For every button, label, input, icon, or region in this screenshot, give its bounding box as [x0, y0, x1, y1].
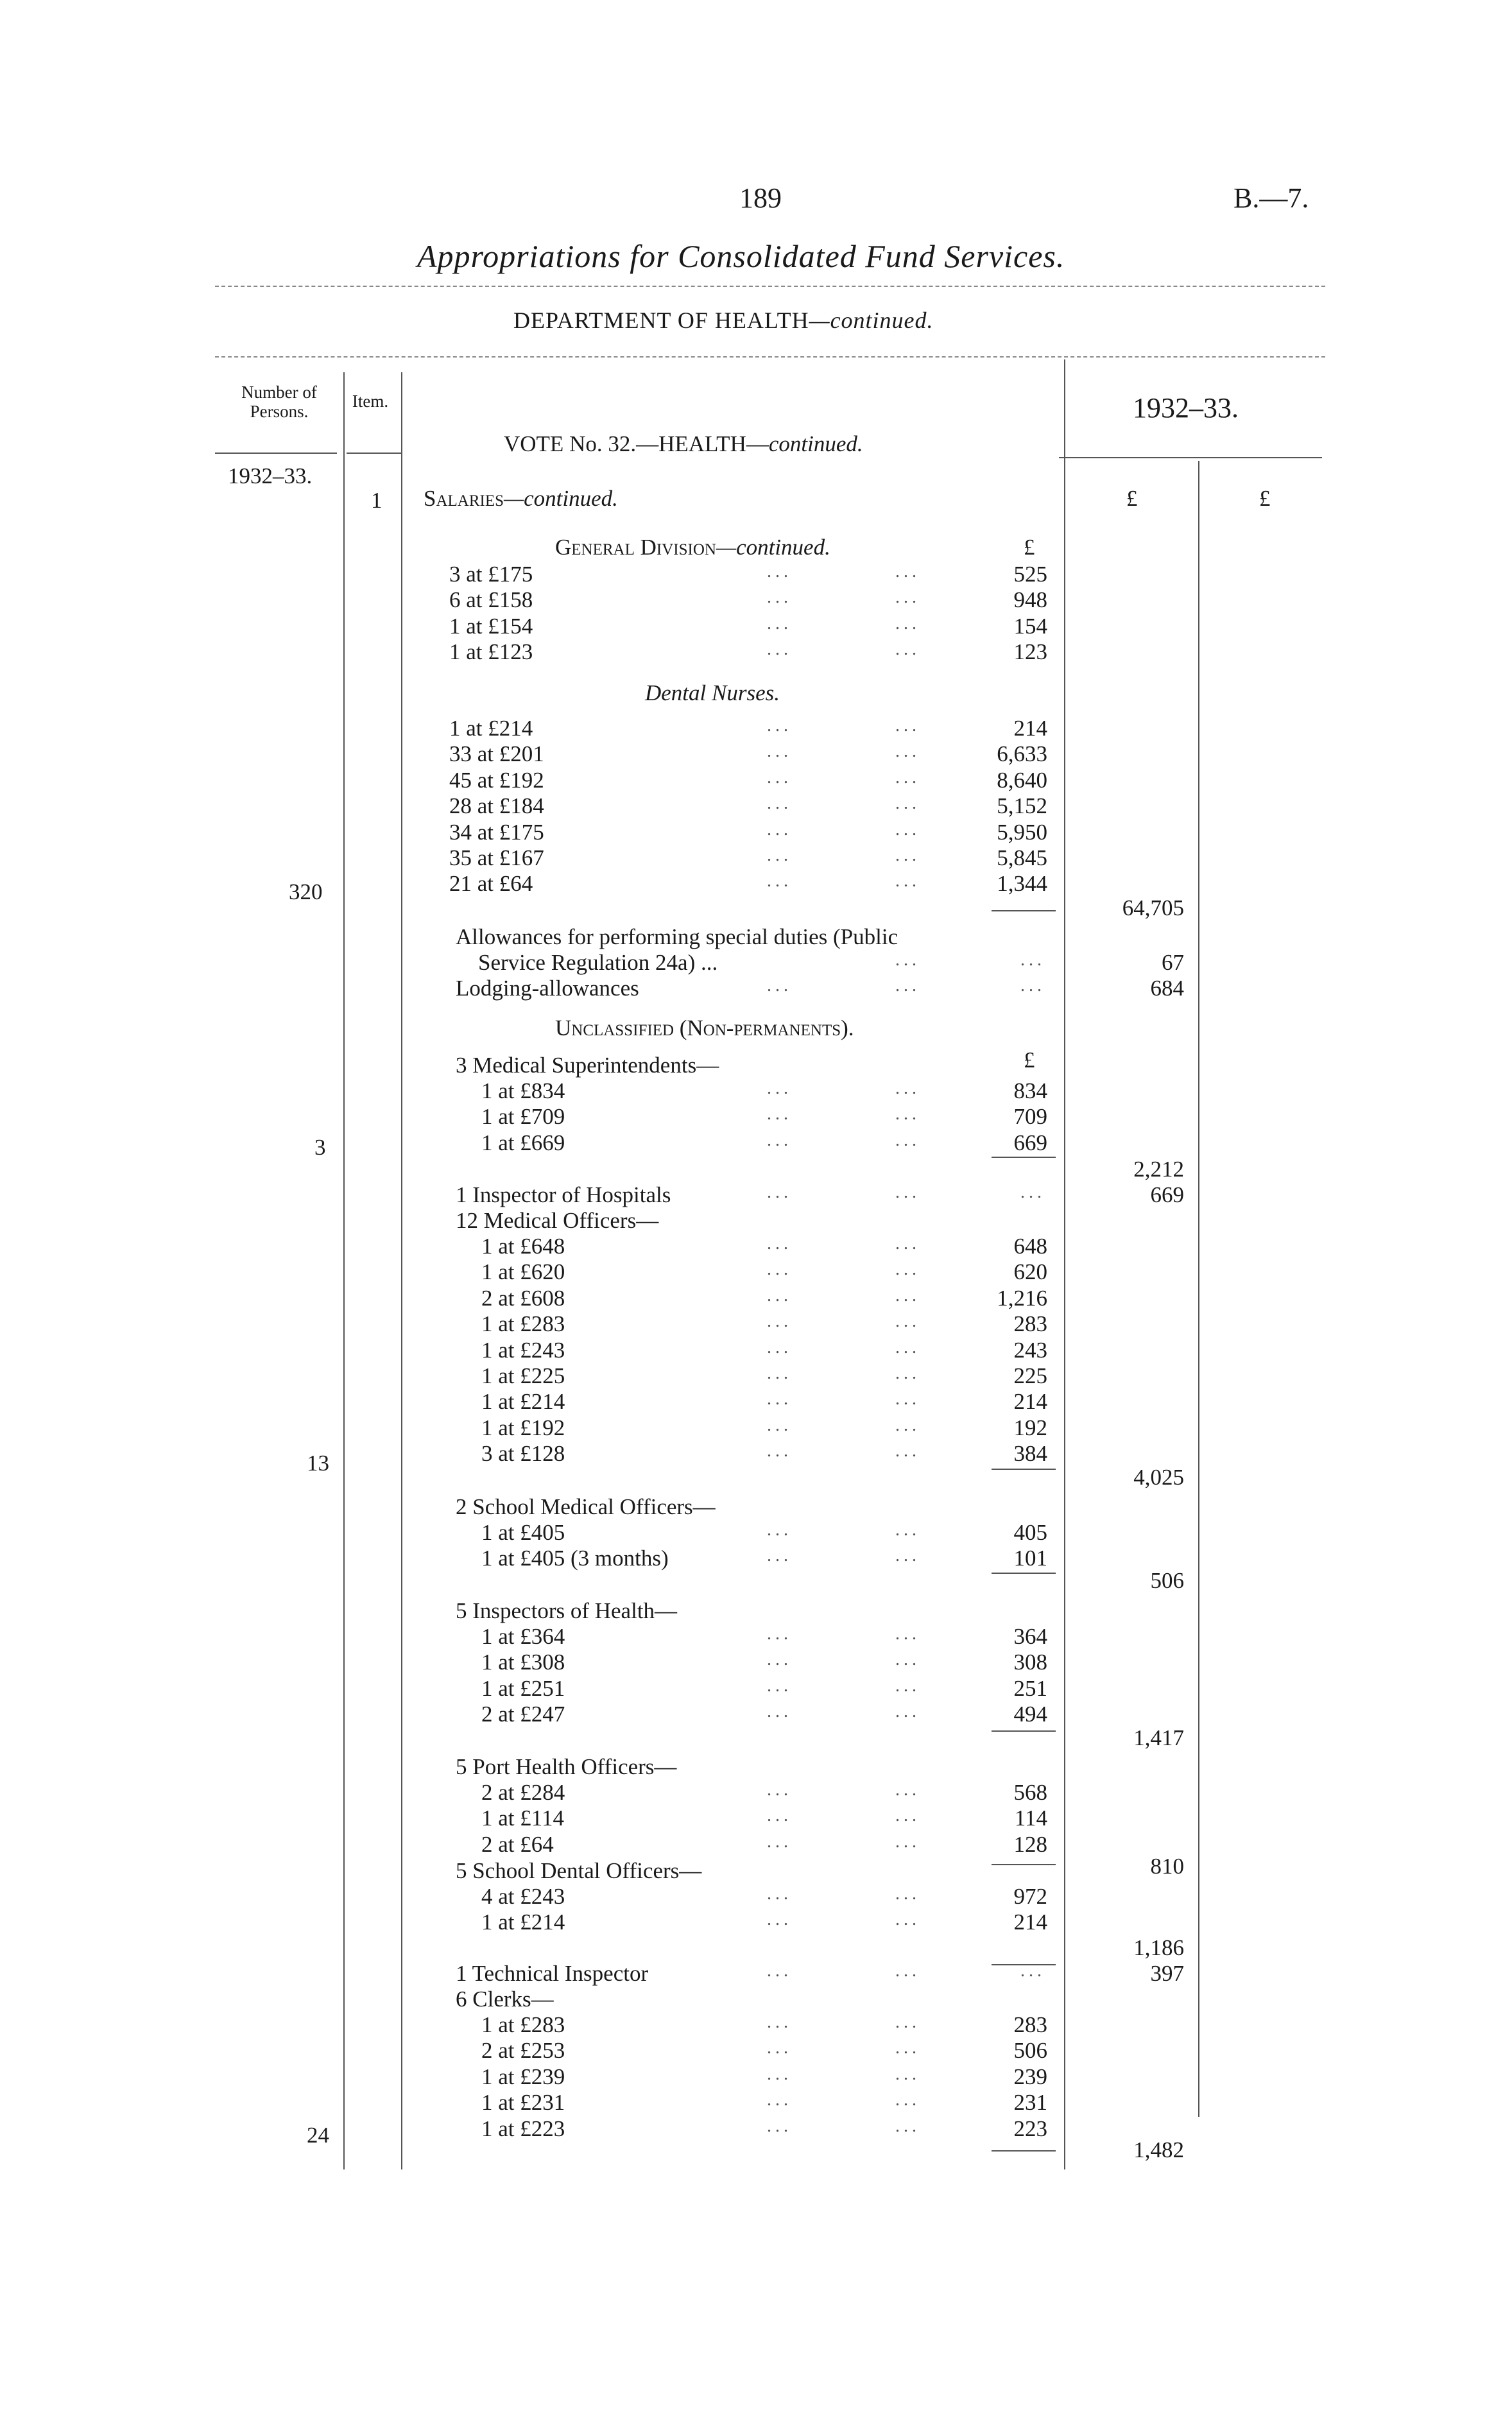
general-division-label: General Division: [555, 535, 716, 560]
page-title: Appropriations for Consolidated Fund Services.: [417, 238, 1065, 274]
department-heading-text: DEPARTMENT OF HEALTH: [513, 307, 809, 333]
dental-nurse-row-dots-b: ...: [895, 716, 920, 736]
allowances-line-2: Service Regulation 24a) ...: [478, 950, 718, 975]
total-medical-officers: 4,025: [1133, 1465, 1184, 1490]
medical-superintendent-row-dots-b: ...: [895, 1104, 920, 1125]
dental-nurse-row-dots-b: ...: [895, 819, 920, 840]
lodging-dots-a: ...: [767, 976, 792, 996]
clerk-row-dots-b: ...: [895, 2090, 920, 2110]
port-health-officers: 5 Port Health Officers—: [456, 1754, 677, 1779]
general-division-row-dots-b: ...: [895, 613, 920, 634]
medical-officer-row-dots-b: ...: [895, 1285, 920, 1306]
clerk-row-dots-b: ...: [895, 2012, 920, 2032]
clerk-row-dots-a: ...: [767, 2038, 792, 2058]
dental-nurse-row-amount: 5,845: [997, 845, 1047, 870]
allowances-dots-2: ...: [1020, 950, 1045, 970]
persons-24: 24: [307, 2123, 329, 2148]
clerk-row-label: 2 at £253: [481, 2038, 565, 2064]
general-division-row-label: 6 at £158: [449, 587, 533, 613]
medical-officer-row-dots-b: ...: [895, 1389, 920, 1410]
general-division-row-dots-a: ...: [767, 613, 792, 634]
inspector-of-health-row-label: 1 at £251: [481, 1675, 565, 1701]
tech-dots-b: ...: [895, 1961, 920, 1981]
general-division-row-label: 1 at £123: [449, 639, 533, 665]
clerk-row-dots-b: ...: [895, 2116, 920, 2136]
total-school-medical-officers: 506: [1150, 1568, 1184, 1593]
column-year-right: 1932–33.: [1133, 392, 1239, 424]
medical-officer-row-dots-a: ...: [767, 1285, 792, 1306]
total-school-dental-officers: 1,186: [1133, 1935, 1184, 1960]
dental-nurse-row-dots-b: ...: [895, 767, 920, 788]
vote-heading-text: VOTE No. 32.—HEALTH—: [504, 431, 769, 456]
general-division-suffix: —continued.: [716, 535, 830, 560]
department-heading-suffix: —continued.: [809, 307, 934, 333]
port-health-officer-row-dots-a: ...: [767, 1806, 792, 1826]
school-medical-officers: 2 School Medical Officers—: [456, 1494, 716, 1519]
dental-nurse-row-dots-a: ...: [767, 716, 792, 736]
medical-officer-row-dots-a: ...: [767, 1311, 792, 1332]
dental-nurse-row-dots-b: ...: [895, 871, 920, 892]
medical-superintendent-row-amount: 709: [1013, 1104, 1047, 1130]
school-dental-officer-row-label: 4 at £243: [481, 1884, 565, 1909]
school-dental-officer-row-amount: 214: [1013, 1910, 1047, 1935]
item-number: 1: [371, 488, 382, 513]
dental-nurse-row-dots-a: ...: [767, 793, 792, 814]
medical-superintendent-row-dots-b: ...: [895, 1130, 920, 1150]
medical-superintendent-row-dots-a: ...: [767, 1078, 792, 1098]
school-dental-officer-row-dots-b: ...: [895, 1884, 920, 1904]
insp-hosp-dots-a: ...: [767, 1182, 792, 1202]
general-division-row-label: 3 at £175: [449, 562, 533, 587]
rule-total-right: [1198, 461, 1199, 2117]
medical-officer-row-amount: 283: [1013, 1311, 1047, 1337]
title-rule: [215, 286, 1325, 287]
allowances-dots: ...: [895, 950, 920, 970]
inspector-of-hospitals: 1 Inspector of Hospitals: [456, 1182, 671, 1207]
clerk-row-dots-a: ...: [767, 2064, 792, 2084]
insp-hosp-dots-c: ...: [1020, 1182, 1045, 1202]
medical-officer-row-label: 3 at £128: [481, 1441, 565, 1467]
header-rule-persons: [215, 453, 337, 454]
medical-superintendent-row-label: 1 at £669: [481, 1130, 565, 1155]
general-division-row-dots-a: ...: [767, 639, 792, 660]
dental-nurse-row-label: 45 at £192: [449, 767, 544, 793]
medical-officer-row-dots-b: ...: [895, 1337, 920, 1358]
medical-officer-row-dots-b: ...: [895, 1441, 920, 1462]
medical-officer-row-dots-a: ...: [767, 1234, 792, 1254]
dental-nurse-row-amount: 5,950: [997, 819, 1047, 845]
dental-nurse-row-dots-b: ...: [895, 793, 920, 814]
dental-nurse-row-amount: 8,640: [997, 767, 1047, 793]
general-division-row-dots-a: ...: [767, 587, 792, 608]
pound-sign-amount-col: £: [1024, 535, 1035, 560]
pound-sign-amount-col-2: £: [1024, 1048, 1035, 1073]
medical-officer-row-dots-b: ...: [895, 1415, 920, 1435]
medical-officer-row-label: 1 at £243: [481, 1337, 565, 1363]
medical-superintendent-row-dots-a: ...: [767, 1130, 792, 1150]
rule-item-right: [401, 372, 402, 2169]
school-dental-officer-row-dots-a: ...: [767, 1910, 792, 1930]
general-division-row-label: 1 at £154: [449, 613, 533, 639]
salaries-heading: [424, 486, 618, 512]
school-medical-officer-row-label: 1 at £405 (3 months): [481, 1546, 669, 1571]
insp-hosp-dots-b: ...: [895, 1182, 920, 1202]
inspector-of-health-row-dots-b: ...: [895, 1624, 920, 1644]
clerk-row-dots-b: ...: [895, 2064, 920, 2084]
dental-nurse-row-dots-a: ...: [767, 871, 792, 892]
total-lodging: 684: [1150, 976, 1184, 1001]
medical-officer-row-amount: 225: [1013, 1363, 1047, 1388]
medical-officer-row-dots-b: ...: [895, 1363, 920, 1383]
port-health-officer-row-dots-b: ...: [895, 1780, 920, 1800]
vote-heading-suffix: continued.: [768, 431, 863, 456]
dental-nurse-row-label: 33 at £201: [449, 741, 544, 767]
school-medical-officer-row-label: 1 at £405: [481, 1520, 565, 1545]
medical-officer-row-dots-b: ...: [895, 1311, 920, 1332]
dental-nurse-row-amount: 214: [1013, 716, 1047, 741]
medical-officers: 12 Medical Officers—: [456, 1208, 659, 1233]
medical-officer-row-label: 1 at £283: [481, 1311, 565, 1337]
total-allowances: 67: [1162, 950, 1184, 975]
inspector-of-health-row-dots-b: ...: [895, 1675, 920, 1696]
port-health-officer-row-amount: 568: [1013, 1780, 1047, 1805]
school-medical-officer-row-dots-a: ...: [767, 1546, 792, 1566]
inspector-of-health-row-dots-a: ...: [767, 1624, 792, 1644]
clerk-row-amount: 506: [1013, 2038, 1047, 2064]
dental-nurse-row-label: 1 at £214: [449, 716, 533, 741]
medical-superintendents: 3 Medical Superintendents—: [456, 1053, 719, 1078]
medical-officer-row-label: 1 at £214: [481, 1389, 565, 1415]
school-medical-officer-row-amount: 405: [1013, 1520, 1047, 1545]
medical-officer-row-amount: 620: [1013, 1259, 1047, 1285]
header-rule-item: [347, 453, 401, 454]
document-reference: B.—7.: [1233, 182, 1309, 214]
dental-nurse-row-dots-b: ...: [895, 741, 920, 762]
inspector-of-health-row-amount: 494: [1013, 1702, 1047, 1727]
salaries-suffix: —continued.: [504, 486, 618, 511]
total-general-division: 64,705: [1122, 895, 1184, 920]
medical-superintendent-row-label: 1 at £834: [481, 1078, 565, 1103]
medical-superintendent-row-label: 1 at £709: [481, 1104, 565, 1130]
inspector-of-health-row-dots-a: ...: [767, 1675, 792, 1696]
medical-officer-row-dots-b: ...: [895, 1259, 920, 1280]
port-health-officer-row-label: 2 at £284: [481, 1780, 565, 1805]
general-division-row-dots-b: ...: [895, 562, 920, 582]
header-rule-year: [1059, 457, 1322, 458]
school-medical-officer-row-amount: 101: [1013, 1546, 1047, 1571]
salaries-label: Salaries: [424, 486, 504, 511]
clerk-row-amount: 283: [1013, 2012, 1047, 2037]
port-health-officer-row-dots-a: ...: [767, 1780, 792, 1800]
port-health-officer-row-dots-a: ...: [767, 1831, 792, 1852]
total-clerks: 1,482: [1133, 2137, 1184, 2162]
clerks: 6 Clerks—: [456, 1987, 554, 2012]
port-health-officer-row-amount: 128: [1013, 1831, 1047, 1857]
port-health-officer-row-label: 2 at £64: [481, 1831, 554, 1857]
port-health-officer-row-dots-b: ...: [895, 1806, 920, 1826]
dental-nurse-row-dots-a: ...: [767, 845, 792, 865]
clerk-row-amount: 231: [1013, 2090, 1047, 2116]
total-inspector-of-hospitals: 669: [1150, 1182, 1184, 1207]
lodging-dots-c: ...: [1020, 976, 1045, 996]
inspector-of-health-row-label: 2 at £247: [481, 1702, 565, 1727]
clerk-row-dots-a: ...: [767, 2012, 792, 2032]
school-dental-officer-row-amount: 972: [1013, 1884, 1047, 1909]
school-dental-officer-row-label: 1 at £214: [481, 1910, 565, 1935]
inspector-of-health-row-dots-b: ...: [895, 1702, 920, 1722]
total-technical-inspector: 397: [1150, 1961, 1184, 1986]
dental-nurse-row-label: 28 at £184: [449, 793, 544, 819]
medical-officer-row-amount: 243: [1013, 1337, 1047, 1363]
rule-item-left: [343, 372, 345, 2169]
school-medical-officer-row-dots-a: ...: [767, 1520, 792, 1540]
dental-nurse-row-amount: 1,344: [997, 871, 1047, 897]
page-number: 189: [739, 182, 782, 214]
pound-sign-right-col: £: [1259, 486, 1271, 511]
medical-officer-row-label: 1 at £192: [481, 1415, 565, 1440]
dental-nurse-row-dots-a: ...: [767, 767, 792, 788]
dental-nurse-row-amount: 6,633: [997, 741, 1047, 767]
clerk-row-label: 1 at £239: [481, 2064, 565, 2089]
department-heading: [513, 307, 934, 334]
general-division-row-amount: 525: [1013, 562, 1047, 587]
clerk-row-label: 1 at £223: [481, 2116, 565, 2141]
inspector-of-health-row-amount: 251: [1013, 1675, 1047, 1701]
column-item: Item.: [352, 392, 389, 411]
pound-sign-total-col: £: [1126, 486, 1138, 511]
medical-officer-row-amount: 214: [1013, 1389, 1047, 1415]
inspector-of-health-row-amount: 308: [1013, 1650, 1047, 1675]
total-inspectors-of-health: 1,417: [1133, 1725, 1184, 1750]
dental-nurses-heading: Dental Nurses.: [645, 680, 780, 705]
technical-inspector: 1 Technical Inspector: [456, 1961, 649, 1986]
persons-13: 13: [307, 1451, 329, 1476]
clerk-row-amount: 239: [1013, 2064, 1047, 2089]
medical-superintendent-row-amount: 834: [1013, 1078, 1047, 1103]
medical-officer-row-label: 2 at £608: [481, 1285, 565, 1311]
medical-superintendent-row-dots-a: ...: [767, 1104, 792, 1125]
table-top-rule: [215, 356, 1325, 358]
dental-nurse-row-label: 35 at £167: [449, 845, 544, 870]
school-dental-officers: 5 School Dental Officers—: [456, 1858, 702, 1883]
inspector-of-health-row-amount: 364: [1013, 1624, 1047, 1649]
tech-dots-a: ...: [767, 1961, 792, 1981]
medical-officer-row-label: 1 at £620: [481, 1259, 565, 1285]
medical-officer-row-amount: 192: [1013, 1415, 1047, 1440]
dental-nurse-row-amount: 5,152: [997, 793, 1047, 819]
unclassified-heading: Unclassified (Non-permanents).: [555, 1015, 854, 1040]
clerk-row-label: 1 at £231: [481, 2090, 565, 2116]
general-division-heading: [555, 535, 830, 560]
persons-320: 320: [289, 879, 323, 904]
port-health-officer-row-amount: 114: [1014, 1806, 1047, 1831]
medical-officer-row-dots-a: ...: [767, 1415, 792, 1435]
medical-officer-row-dots-a: ...: [767, 1389, 792, 1410]
total-medical-superintendents: 2,212: [1133, 1157, 1184, 1182]
rule-amount-right: [1064, 359, 1065, 2169]
school-dental-officer-row-dots-a: ...: [767, 1884, 792, 1904]
medical-officer-row-dots-a: ...: [767, 1363, 792, 1383]
total-port-health-officers: 810: [1150, 1854, 1184, 1879]
inspector-of-health-row-dots-a: ...: [767, 1650, 792, 1670]
medical-officer-row-dots-b: ...: [895, 1234, 920, 1254]
general-division-row-dots-b: ...: [895, 639, 920, 660]
general-division-row-amount: 948: [1013, 587, 1047, 613]
inspector-of-health-row-label: 1 at £308: [481, 1650, 565, 1675]
allowances-line-1: Allowances for performing special duties (Public: [456, 924, 898, 949]
medical-officer-row-dots-a: ...: [767, 1337, 792, 1358]
inspectors-of-health: 5 Inspectors of Health—: [456, 1598, 678, 1623]
port-health-officer-row-label: 1 at £114: [481, 1806, 564, 1831]
inspector-of-health-row-dots-a: ...: [767, 1702, 792, 1722]
column-year-left: 1932–33.: [228, 463, 313, 488]
dental-nurse-row-dots-a: ...: [767, 819, 792, 840]
medical-superintendent-row-amount: 669: [1013, 1130, 1047, 1155]
school-dental-officer-row-dots-b: ...: [895, 1910, 920, 1930]
school-medical-officer-row-dots-b: ...: [895, 1546, 920, 1566]
ph-subtotal-rule: [992, 1864, 1056, 1865]
school-medical-officer-row-dots-b: ...: [895, 1520, 920, 1540]
dental-nurse-row-label: 21 at £64: [449, 871, 533, 897]
dental-nurse-row-dots-a: ...: [767, 741, 792, 762]
medical-officer-row-label: 1 at £648: [481, 1234, 565, 1259]
tech-dots-c: ...: [1020, 1961, 1045, 1981]
inspector-of-health-row-dots-b: ...: [895, 1650, 920, 1670]
general-division-row-amount: 123: [1013, 639, 1047, 665]
medical-superintendent-row-dots-b: ...: [895, 1078, 920, 1098]
dental-nurse-row-dots-b: ...: [895, 845, 920, 865]
lodging-allowances: Lodging-allowances: [456, 976, 639, 1001]
medical-officer-row-amount: 648: [1013, 1234, 1047, 1259]
clerk-row-dots-a: ...: [767, 2116, 792, 2136]
medical-officer-row-label: 1 at £225: [481, 1363, 565, 1388]
medical-officer-row-amount: 1,216: [997, 1285, 1047, 1311]
clerk-row-amount: 223: [1013, 2116, 1047, 2141]
vote-heading: [504, 431, 863, 457]
medical-officer-row-dots-a: ...: [767, 1441, 792, 1462]
dental-nurse-row-label: 34 at £175: [449, 819, 544, 845]
clerk-row-dots-a: ...: [767, 2090, 792, 2110]
column-number-of-persons: Number of Persons.: [241, 383, 317, 421]
clerk-row-dots-b: ...: [895, 2038, 920, 2058]
persons-3: 3: [314, 1135, 326, 1160]
lodging-dots-b: ...: [895, 976, 920, 996]
inspector-of-health-row-label: 1 at £364: [481, 1624, 565, 1649]
port-health-officer-row-dots-b: ...: [895, 1831, 920, 1852]
general-division-row-dots-a: ...: [767, 562, 792, 582]
medical-officer-row-amount: 384: [1013, 1441, 1047, 1467]
clerk-row-label: 1 at £283: [481, 2012, 565, 2037]
medical-officer-row-dots-a: ...: [767, 1259, 792, 1280]
general-division-row-amount: 154: [1013, 613, 1047, 639]
general-division-row-dots-b: ...: [895, 587, 920, 608]
